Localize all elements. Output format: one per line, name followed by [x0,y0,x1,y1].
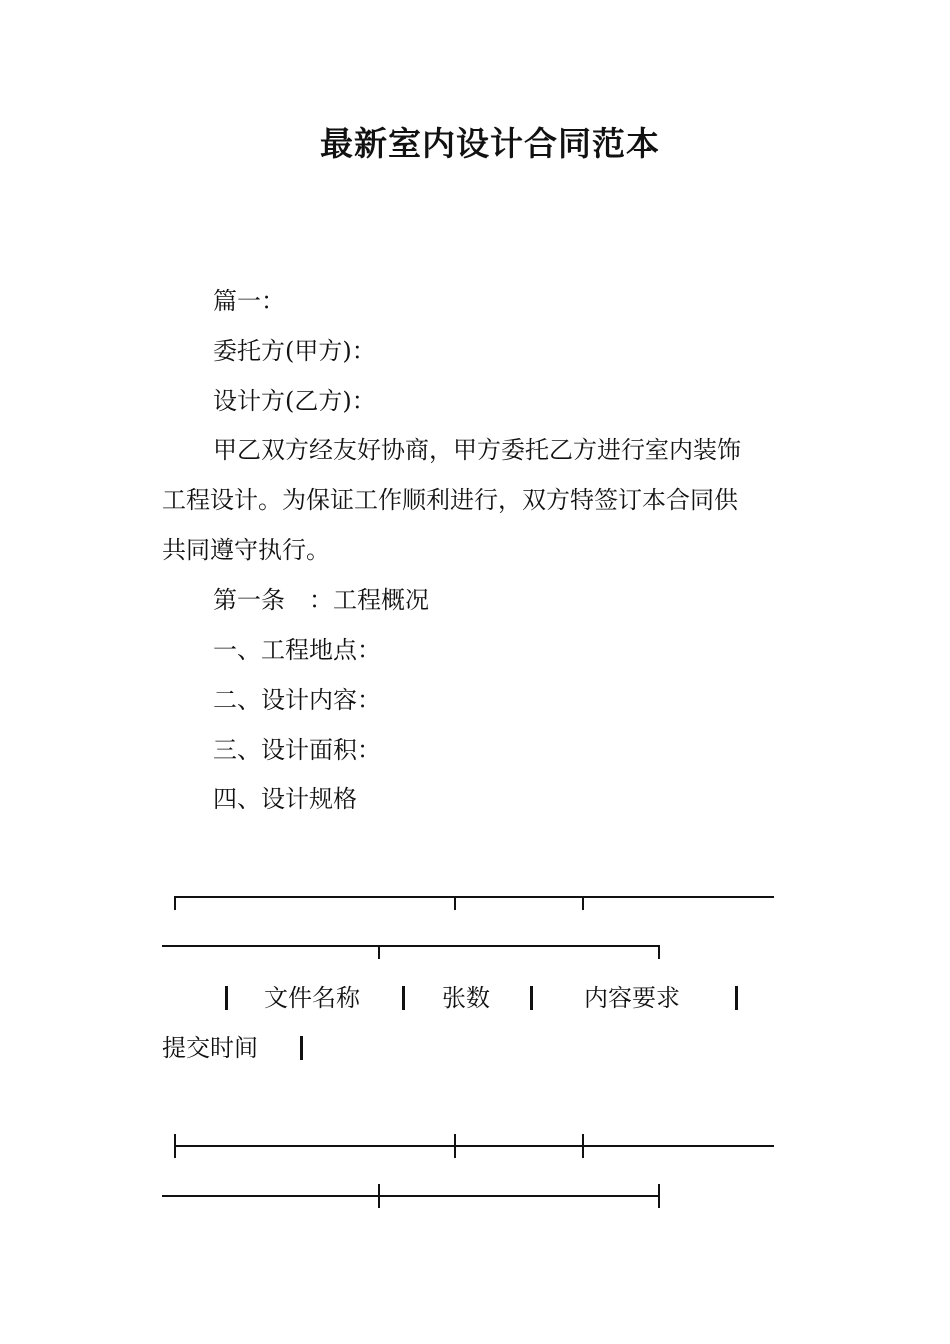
design-content-line: 二、设计内容： [213,686,381,714]
table-divider [735,986,738,1010]
table-header-content-requirements: 内容要求 [584,984,680,1012]
intro-paragraph-line-1: 甲乙双方经友好协商，甲方委托乙方进行室内装饰 [213,436,741,464]
intro-paragraph-line-3: 共同遵守执行。 [162,536,330,564]
table-divider [530,986,533,1010]
article-one-heading: 第一条 ：工程概况 [213,586,429,614]
party-b-line: 设计方(乙方)： [213,387,376,415]
table-divider [300,1036,303,1060]
table-header-file-name: 文件名称 [264,984,360,1012]
table-divider [402,986,405,1010]
design-spec-line: 四、设计规格 [213,785,357,813]
intro-paragraph-line-2: 工程设计。为保证工作顺利进行，双方特签订本合同供 [162,486,738,514]
table-header-sheet-count: 张数 [442,984,490,1012]
table-header-submit-time: 提交时间 [162,1034,258,1062]
table-divider [225,986,228,1010]
design-area-line: 三、设计面积： [213,736,381,764]
party-a-line: 委托方(甲方)： [213,337,376,365]
section-heading: 篇一： [213,287,285,315]
document-title: 最新室内设计合同范本 [320,124,660,163]
project-location-line: 一、工程地点： [213,636,381,664]
